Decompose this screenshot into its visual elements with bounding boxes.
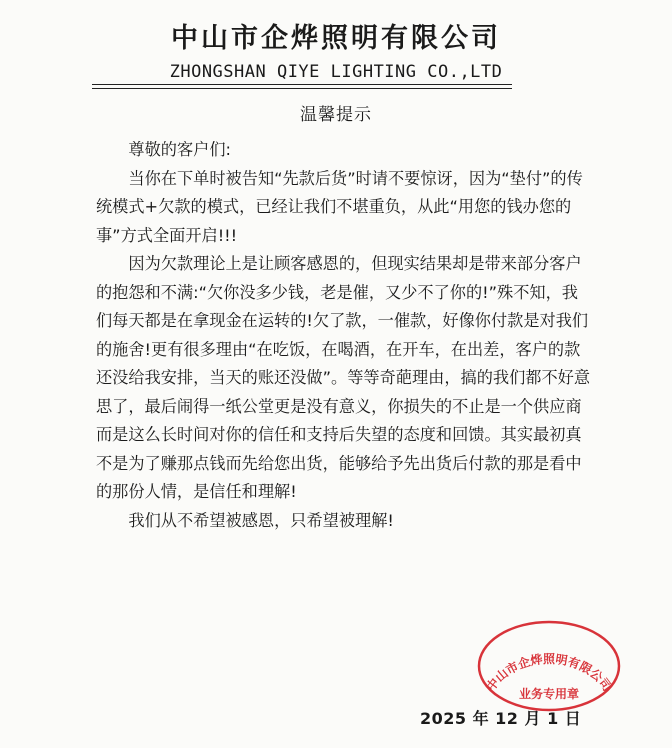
company-name-chinese: 中山市企烨照明有限公司 — [171, 23, 501, 54]
paragraph: 因为欠款理论上是让顾客感恩的，但现实结果却是带来部分客户的抱怨和不满:“欠你没多少钱，老是催，又少不了你的!”殊不知，我们每天都是在拿现金在运转的!欠了款，一催款，好像你付款是对我们的施舍!更有很多理由“在吃饭，在喝酒，在开车，在出差，客户的款还没给我安排，当天的账还没做”。等等奇葩理由，搞的我们都不好意思了，最后闹得一纸公堂更是没有意义，你损失的不止是一个供应商而是这么长时间对你的信任和支持后失望的态度和回馈。其实最初真不是为了赚那点钱而先给您出货，能够给予先出货后付款的那是看中的那份人情，是信任和理解! — [96, 254, 591, 501]
letter-date: 2025 年 12 月 1 日 — [420, 709, 582, 728]
notice-body — [96, 136, 592, 535]
salutation: 尊敬的客户们: — [128, 140, 231, 159]
paragraph: 我们从不希望被感恩，只希望被理解! — [128, 510, 394, 530]
company-name-english: ZHONGSHAN QIYE LIGHTING CO.,LTD — [169, 62, 503, 82]
letterhead-divider — [92, 84, 512, 85]
seal-outer-text: 中山市企烨照明有限公司 — [483, 652, 615, 694]
seal-inner-text: 业务专用章 — [518, 687, 580, 701]
paragraph: 当你在下单时被告知“先款后货”时请不要惊讶，因为“垫付”的传统模式+欠款的模式，已经让我们不堪重负，从此“用您的钱办您的事”方式全面开启!!! — [96, 168, 583, 245]
letterhead-divider — [92, 88, 512, 89]
notice-title: 温馨提示 — [300, 105, 372, 125]
company-seal — [474, 612, 624, 712]
